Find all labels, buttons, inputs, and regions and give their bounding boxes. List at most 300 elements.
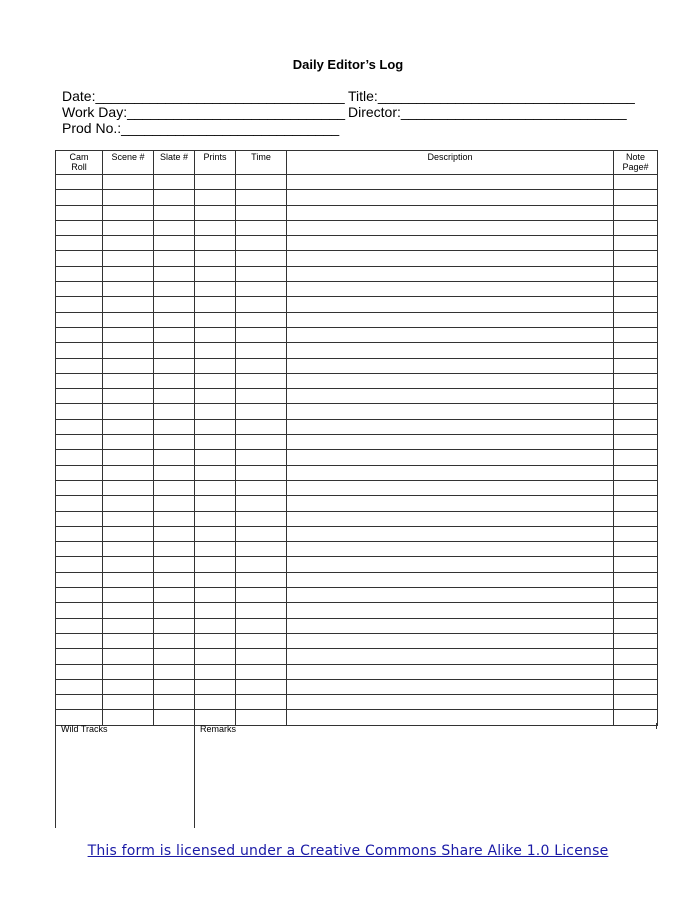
slate-cell[interactable] — [154, 343, 195, 358]
wild-tracks-label: Wild Tracks — [61, 724, 108, 734]
bottom-section — [55, 723, 657, 828]
table-row — [56, 251, 658, 266]
time-cell[interactable] — [236, 236, 287, 251]
note-page-cell[interactable] — [614, 511, 658, 526]
time-cell[interactable] — [236, 511, 287, 526]
time-cell[interactable] — [236, 588, 287, 603]
scene-cell[interactable] — [103, 588, 154, 603]
prints-cell[interactable] — [195, 588, 236, 603]
note-page-cell[interactable] — [614, 557, 658, 572]
scene-cell[interactable] — [103, 297, 154, 312]
slate-cell[interactable] — [154, 297, 195, 312]
scene-cell[interactable] — [103, 266, 154, 281]
note-page-cell[interactable] — [614, 358, 658, 373]
description-cell[interactable] — [287, 526, 614, 541]
note-page-cell[interactable] — [614, 190, 658, 205]
bottom-right-border — [656, 723, 657, 729]
scene-cell[interactable] — [103, 649, 154, 664]
prints-cell[interactable] — [195, 496, 236, 511]
time-cell[interactable] — [236, 435, 287, 450]
column-header-slate: Slate # — [154, 151, 195, 175]
note-page-cell[interactable] — [614, 282, 658, 297]
cam-roll-cell[interactable] — [56, 649, 103, 664]
time-cell[interactable] — [236, 465, 287, 480]
time-cell[interactable] — [236, 373, 287, 388]
description-cell[interactable] — [287, 649, 614, 664]
time-cell[interactable] — [236, 266, 287, 281]
prints-cell[interactable] — [195, 435, 236, 450]
note-page-cell[interactable] — [614, 526, 658, 541]
scene-cell[interactable] — [103, 205, 154, 220]
slate-cell[interactable] — [154, 419, 195, 434]
prints-cell[interactable] — [195, 679, 236, 694]
note-page-cell[interactable] — [614, 404, 658, 419]
table-row — [56, 389, 658, 404]
note-page-cell[interactable] — [614, 603, 658, 618]
slate-cell[interactable] — [154, 542, 195, 557]
prints-cell[interactable] — [195, 175, 236, 190]
time-cell[interactable] — [236, 557, 287, 572]
prints-cell[interactable] — [195, 373, 236, 388]
description-cell[interactable] — [287, 450, 614, 465]
prints-cell[interactable] — [195, 480, 236, 495]
time-cell[interactable] — [236, 251, 287, 266]
cam-roll-cell[interactable] — [56, 358, 103, 373]
table-row — [56, 633, 658, 648]
time-cell[interactable] — [236, 450, 287, 465]
description-cell[interactable] — [287, 404, 614, 419]
prints-cell[interactable] — [195, 649, 236, 664]
column-header-description: Description — [287, 151, 614, 175]
time-cell[interactable] — [236, 419, 287, 434]
description-cell[interactable] — [287, 511, 614, 526]
table-row — [56, 618, 658, 633]
note-page-cell[interactable] — [614, 175, 658, 190]
table-row — [56, 175, 658, 190]
prints-cell[interactable] — [195, 526, 236, 541]
prints-cell[interactable] — [195, 542, 236, 557]
description-cell[interactable] — [287, 236, 614, 251]
slate-cell[interactable] — [154, 282, 195, 297]
slate-cell[interactable] — [154, 435, 195, 450]
prints-cell[interactable] — [195, 618, 236, 633]
description-cell[interactable] — [287, 542, 614, 557]
cam-roll-cell[interactable] — [56, 327, 103, 342]
prints-cell[interactable] — [195, 572, 236, 587]
time-cell[interactable] — [236, 404, 287, 419]
cam-roll-cell[interactable] — [56, 664, 103, 679]
cam-roll-cell[interactable] — [56, 435, 103, 450]
note-page-cell[interactable] — [614, 496, 658, 511]
slate-cell[interactable] — [154, 465, 195, 480]
time-cell[interactable] — [236, 496, 287, 511]
scene-cell[interactable] — [103, 220, 154, 235]
cam-roll-cell[interactable] — [56, 450, 103, 465]
description-cell[interactable] — [287, 266, 614, 281]
table-row — [56, 205, 658, 220]
scene-cell[interactable] — [103, 557, 154, 572]
time-cell[interactable] — [236, 190, 287, 205]
scene-cell[interactable] — [103, 312, 154, 327]
prints-cell[interactable] — [195, 297, 236, 312]
work-day-field[interactable]: Work Day:____________________________ — [62, 104, 346, 120]
time-cell[interactable] — [236, 572, 287, 587]
bottom-left-border — [55, 723, 56, 828]
cam-roll-cell[interactable] — [56, 695, 103, 710]
table-row — [56, 190, 658, 205]
license-link[interactable]: This form is licensed under a Creative Commons Share Alike 1.0 License — [87, 843, 609, 859]
cam-roll-cell[interactable] — [56, 480, 103, 495]
cam-roll-cell[interactable] — [56, 542, 103, 557]
note-page-cell[interactable] — [614, 633, 658, 648]
slate-cell[interactable] — [154, 526, 195, 541]
slate-cell[interactable] — [154, 557, 195, 572]
director-field[interactable]: Director:_____________________________ — [348, 104, 627, 120]
slate-cell[interactable] — [154, 496, 195, 511]
prints-cell[interactable] — [195, 282, 236, 297]
time-cell[interactable] — [236, 664, 287, 679]
prints-cell[interactable] — [195, 312, 236, 327]
scene-cell[interactable] — [103, 358, 154, 373]
time-cell[interactable] — [236, 649, 287, 664]
prints-cell[interactable] — [195, 557, 236, 572]
scene-cell[interactable] — [103, 679, 154, 694]
note-page-cell[interactable] — [614, 572, 658, 587]
slate-cell[interactable] — [154, 588, 195, 603]
slate-cell[interactable] — [154, 251, 195, 266]
table-row — [56, 419, 658, 434]
cam-roll-cell[interactable] — [56, 343, 103, 358]
prints-cell[interactable] — [195, 251, 236, 266]
table-row — [56, 282, 658, 297]
description-cell[interactable] — [287, 603, 614, 618]
cam-roll-cell[interactable] — [56, 266, 103, 281]
description-cell[interactable] — [287, 664, 614, 679]
description-cell[interactable] — [287, 480, 614, 495]
prints-cell[interactable] — [195, 695, 236, 710]
scene-cell[interactable] — [103, 511, 154, 526]
description-cell[interactable] — [287, 175, 614, 190]
prints-cell[interactable] — [195, 220, 236, 235]
slate-cell[interactable] — [154, 358, 195, 373]
scene-cell[interactable] — [103, 175, 154, 190]
description-cell[interactable] — [287, 435, 614, 450]
slate-cell[interactable] — [154, 205, 195, 220]
log-table-body — [56, 175, 658, 726]
table-row — [56, 679, 658, 694]
time-cell[interactable] — [236, 358, 287, 373]
time-cell[interactable] — [236, 205, 287, 220]
cam-roll-cell[interactable] — [56, 297, 103, 312]
description-cell[interactable] — [287, 205, 614, 220]
note-page-cell[interactable] — [614, 220, 658, 235]
table-row — [56, 496, 658, 511]
note-page-cell[interactable] — [614, 679, 658, 694]
prints-cell[interactable] — [195, 190, 236, 205]
time-cell[interactable] — [236, 312, 287, 327]
scene-cell[interactable] — [103, 542, 154, 557]
note-page-cell[interactable] — [614, 664, 658, 679]
slate-cell[interactable] — [154, 327, 195, 342]
note-page-cell[interactable] — [614, 588, 658, 603]
scene-cell[interactable] — [103, 526, 154, 541]
description-cell[interactable] — [287, 251, 614, 266]
cam-roll-cell[interactable] — [56, 588, 103, 603]
cam-roll-cell[interactable] — [56, 373, 103, 388]
scene-cell[interactable] — [103, 251, 154, 266]
prints-cell[interactable] — [195, 404, 236, 419]
scene-cell[interactable] — [103, 404, 154, 419]
description-cell[interactable] — [287, 327, 614, 342]
prints-cell[interactable] — [195, 236, 236, 251]
prints-cell[interactable] — [195, 465, 236, 480]
note-page-cell[interactable] — [614, 373, 658, 388]
description-cell[interactable] — [287, 358, 614, 373]
description-cell[interactable] — [287, 297, 614, 312]
prints-cell[interactable] — [195, 358, 236, 373]
slate-cell[interactable] — [154, 633, 195, 648]
table-row — [56, 557, 658, 572]
note-page-cell[interactable] — [614, 389, 658, 404]
table-row — [56, 343, 658, 358]
prints-cell[interactable] — [195, 343, 236, 358]
cam-roll-cell[interactable] — [56, 205, 103, 220]
cam-roll-label-line2: Roll — [71, 162, 87, 172]
cam-roll-cell[interactable] — [56, 236, 103, 251]
scene-cell[interactable] — [103, 282, 154, 297]
cam-roll-cell[interactable] — [56, 175, 103, 190]
prints-cell[interactable] — [195, 266, 236, 281]
description-cell[interactable] — [287, 588, 614, 603]
time-cell[interactable] — [236, 542, 287, 557]
scene-cell[interactable] — [103, 236, 154, 251]
table-row — [56, 526, 658, 541]
cam-roll-cell[interactable] — [56, 633, 103, 648]
table-row — [56, 435, 658, 450]
time-cell[interactable] — [236, 679, 287, 694]
table-row — [56, 373, 658, 388]
prod-no-field[interactable]: Prod No.:____________________________ — [62, 120, 340, 136]
prints-cell[interactable] — [195, 603, 236, 618]
prints-cell[interactable] — [195, 511, 236, 526]
note-page-cell[interactable] — [614, 312, 658, 327]
cam-roll-cell[interactable] — [56, 220, 103, 235]
slate-cell[interactable] — [154, 511, 195, 526]
scene-cell[interactable] — [103, 190, 154, 205]
cam-roll-cell[interactable] — [56, 618, 103, 633]
cam-roll-cell[interactable] — [56, 389, 103, 404]
note-page-cell[interactable] — [614, 542, 658, 557]
time-cell[interactable] — [236, 480, 287, 495]
note-page-cell[interactable] — [614, 205, 658, 220]
time-cell[interactable] — [236, 220, 287, 235]
scene-cell[interactable] — [103, 419, 154, 434]
description-cell[interactable] — [287, 343, 614, 358]
note-page-cell[interactable] — [614, 266, 658, 281]
description-cell[interactable] — [287, 496, 614, 511]
table-row — [56, 695, 658, 710]
table-row — [56, 358, 658, 373]
table-row — [56, 588, 658, 603]
prints-cell[interactable] — [195, 205, 236, 220]
slate-cell[interactable] — [154, 618, 195, 633]
scene-cell[interactable] — [103, 480, 154, 495]
time-cell[interactable] — [236, 618, 287, 633]
time-cell[interactable] — [236, 695, 287, 710]
log-table — [55, 150, 658, 726]
table-row — [56, 220, 658, 235]
description-cell[interactable] — [287, 220, 614, 235]
scene-cell[interactable] — [103, 465, 154, 480]
column-header-prints: Prints — [195, 151, 236, 175]
cam-roll-cell[interactable] — [56, 190, 103, 205]
note-page-cell[interactable] — [614, 480, 658, 495]
description-cell[interactable] — [287, 282, 614, 297]
prints-cell[interactable] — [195, 419, 236, 434]
prints-cell[interactable] — [195, 450, 236, 465]
note-page-cell[interactable] — [614, 297, 658, 312]
slate-cell[interactable] — [154, 266, 195, 281]
scene-cell[interactable] — [103, 603, 154, 618]
scene-cell[interactable] — [103, 664, 154, 679]
time-cell[interactable] — [236, 327, 287, 342]
table-row — [56, 327, 658, 342]
scene-cell[interactable] — [103, 343, 154, 358]
date-field[interactable]: Date:________________________________ — [62, 88, 345, 104]
description-cell[interactable] — [287, 633, 614, 648]
table-row — [56, 297, 658, 312]
note-page-cell[interactable] — [614, 649, 658, 664]
note-page-cell[interactable] — [614, 419, 658, 434]
bottom-divider — [194, 723, 195, 828]
slate-cell[interactable] — [154, 404, 195, 419]
description-cell[interactable] — [287, 312, 614, 327]
slate-cell[interactable] — [154, 190, 195, 205]
scene-cell[interactable] — [103, 373, 154, 388]
table-header-row — [56, 151, 658, 175]
time-cell[interactable] — [236, 526, 287, 541]
table-row — [56, 664, 658, 679]
description-cell[interactable] — [287, 695, 614, 710]
table-row — [56, 511, 658, 526]
description-cell[interactable] — [287, 557, 614, 572]
cam-roll-cell[interactable] — [56, 526, 103, 541]
note-page-cell[interactable] — [614, 236, 658, 251]
time-cell[interactable] — [236, 633, 287, 648]
title-field[interactable]: Title:_________________________________ — [348, 88, 635, 104]
table-row — [56, 266, 658, 281]
scene-cell[interactable] — [103, 327, 154, 342]
note-page-label-line1: Note — [625, 152, 645, 162]
slate-cell[interactable] — [154, 312, 195, 327]
table-row — [56, 542, 658, 557]
slate-cell[interactable] — [154, 450, 195, 465]
column-header-cam-roll — [56, 151, 103, 175]
slate-cell[interactable] — [154, 220, 195, 235]
note-page-cell[interactable] — [614, 618, 658, 633]
slate-cell[interactable] — [154, 389, 195, 404]
note-page-cell[interactable] — [614, 450, 658, 465]
time-cell[interactable] — [236, 282, 287, 297]
scene-cell[interactable] — [103, 435, 154, 450]
table-row — [56, 236, 658, 251]
slate-cell[interactable] — [154, 572, 195, 587]
column-header-note-page — [614, 151, 658, 175]
description-cell[interactable] — [287, 419, 614, 434]
scene-cell[interactable] — [103, 572, 154, 587]
scene-cell[interactable] — [103, 695, 154, 710]
time-cell[interactable] — [236, 175, 287, 190]
description-cell[interactable] — [287, 572, 614, 587]
slate-cell[interactable] — [154, 480, 195, 495]
note-page-cell[interactable] — [614, 695, 658, 710]
note-page-cell[interactable] — [614, 465, 658, 480]
cam-roll-cell[interactable] — [56, 511, 103, 526]
scene-cell[interactable] — [103, 633, 154, 648]
scene-cell[interactable] — [103, 450, 154, 465]
cam-roll-cell[interactable] — [56, 419, 103, 434]
slate-cell[interactable] — [154, 649, 195, 664]
slate-cell[interactable] — [154, 175, 195, 190]
cam-roll-label-line1: Cam — [69, 152, 89, 162]
slate-cell[interactable] — [154, 695, 195, 710]
cam-roll-cell[interactable] — [56, 603, 103, 618]
slate-cell[interactable] — [154, 679, 195, 694]
description-cell[interactable] — [287, 465, 614, 480]
scene-cell[interactable] — [103, 496, 154, 511]
table-row — [56, 312, 658, 327]
slate-cell[interactable] — [154, 603, 195, 618]
description-cell[interactable] — [287, 618, 614, 633]
slate-cell[interactable] — [154, 236, 195, 251]
table-row — [56, 404, 658, 419]
cam-roll-cell[interactable] — [56, 251, 103, 266]
time-cell[interactable] — [236, 343, 287, 358]
prints-cell[interactable] — [195, 664, 236, 679]
description-cell[interactable] — [287, 679, 614, 694]
note-page-cell[interactable] — [614, 435, 658, 450]
note-page-cell[interactable] — [614, 343, 658, 358]
time-cell[interactable] — [236, 389, 287, 404]
prints-cell[interactable] — [195, 389, 236, 404]
cam-roll-cell[interactable] — [56, 557, 103, 572]
cam-roll-cell[interactable] — [56, 679, 103, 694]
table-row — [56, 465, 658, 480]
description-cell[interactable] — [287, 389, 614, 404]
column-header-scene: Scene # — [103, 151, 154, 175]
time-cell[interactable] — [236, 603, 287, 618]
cam-roll-cell[interactable] — [56, 312, 103, 327]
slate-cell[interactable] — [154, 373, 195, 388]
description-cell[interactable] — [287, 190, 614, 205]
cam-roll-cell[interactable] — [56, 572, 103, 587]
prints-cell[interactable] — [195, 633, 236, 648]
cam-roll-cell[interactable] — [56, 404, 103, 419]
slate-cell[interactable] — [154, 664, 195, 679]
scene-cell[interactable] — [103, 389, 154, 404]
note-page-cell[interactable] — [614, 327, 658, 342]
time-cell[interactable] — [236, 297, 287, 312]
cam-roll-cell[interactable] — [56, 496, 103, 511]
cam-roll-cell[interactable] — [56, 465, 103, 480]
cam-roll-cell[interactable] — [56, 282, 103, 297]
description-cell[interactable] — [287, 373, 614, 388]
table-row — [56, 480, 658, 495]
scene-cell[interactable] — [103, 618, 154, 633]
note-page-cell[interactable] — [614, 251, 658, 266]
prints-cell[interactable] — [195, 327, 236, 342]
table-row — [56, 572, 658, 587]
